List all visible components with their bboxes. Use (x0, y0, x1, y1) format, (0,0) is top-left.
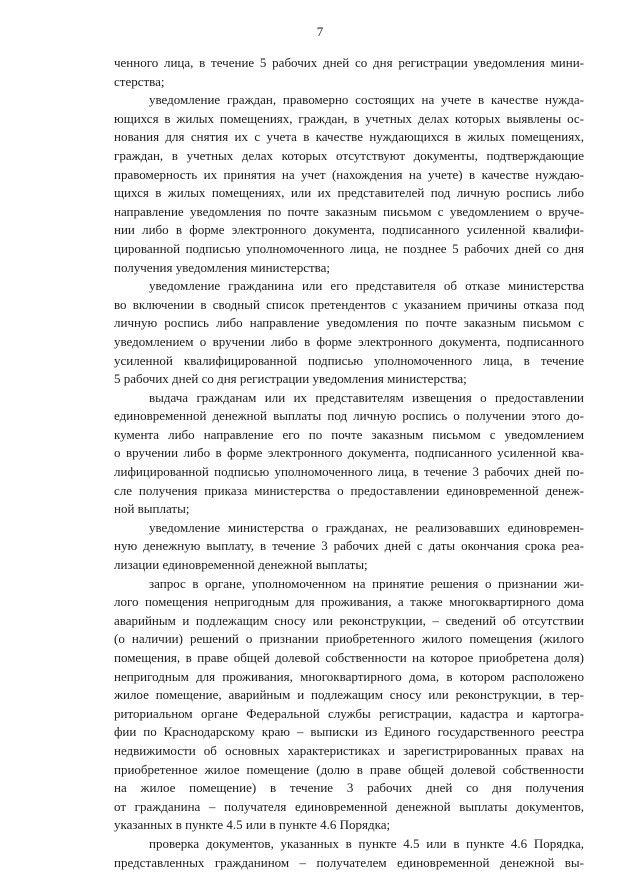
text-line: лого помещения непригодным для проживания, а также многоквартирного дома (114, 594, 584, 610)
page-number: 7 (316, 24, 324, 39)
text-line: усиленной квалифицированной подписью уполномоченного лица, в течение (114, 352, 584, 368)
text-line: личную роспись либо направление уведомления по почте заказным письмом с (114, 315, 584, 331)
text-line: ченного лица, в течение 5 рабочих дней со дня регистрации уведомления мини- (114, 55, 584, 70)
text-line: цированной подписью уполномоченного лица, не позднее 5 рабочих дней со дня (114, 240, 584, 256)
text-line: приобретенное жилое помещение (долю в праве общей долевой собственности (114, 761, 584, 777)
text-line: уведомление министерства о гражданах, не реализовавших единовремен- (149, 519, 584, 535)
text-line: проверка документов, указанных в пункте 4.5 или в пункте 4.6 Порядка, (149, 835, 584, 851)
text-line: нии либо в форме электронного документа, подписанного усиленной квалифи- (114, 222, 584, 238)
text-line: направление уведомления по почте заказным письмом с уведомлением о вруче- (114, 203, 584, 219)
text-line: недвижимости об основных характеристиках и зарегистрированных правах на (114, 742, 584, 758)
text-line: помещения, в праве общей долевой собственности на которое приобретена доля) (114, 650, 584, 665)
text-line: лизации единовременной денежной выплаты; (114, 557, 368, 573)
text-line: сле получения приказа министерства о предоставлении единовременной денеж- (114, 482, 584, 498)
text-line: ной выплаты; (114, 501, 190, 517)
text-line: получения уведомления министерства; (114, 259, 330, 275)
text-line: ную денежную выплату, в течение 3 рабочих дней с даты окончания срока реа- (114, 538, 584, 554)
text-line: ющихся в жилых помещениях, граждан, в учетных делах которых выявлены ос- (114, 110, 584, 126)
text-line: во включении в сводный список претендентов с указанием причины отказа под (114, 296, 584, 312)
text-line: аварийным и подлежащим сносу или реконструкции, – сведений об отсутствии (114, 612, 584, 628)
text-line: единовременной денежной выплаты под личную роспись о получении этого до- (114, 408, 584, 424)
text-line: (о наличии) решений о признании приобретенного жилого помещения (жилого (114, 631, 584, 647)
text-line: запрос в органе, уполномоченном на принятие решения о признании жи- (149, 575, 584, 591)
text-line: риториальном органе Федеральной службы регистрации, кадастра и картогра- (114, 705, 584, 721)
text-line: правомерность их принятия на учет (нахождения на учете) в качестве нуждаю- (114, 166, 584, 182)
text-line: от гражданина – получателя единовременной денежной выплаты документов, (114, 798, 584, 814)
text-line: 5 рабочих дней со дня регистрации уведомления министерства; (114, 371, 467, 387)
body-text (114, 54, 584, 872)
text-line: указанных в пункте 4.5 или в пункте 4.6 Порядка; (114, 817, 391, 833)
text-line: кумента либо направление его по почте заказным письмом с уведомлением (114, 426, 584, 442)
text-line: щихся в жилых помещениях, или их представителей под личную роспись либо (114, 185, 584, 201)
text-line: о вручении либо в форме электронного документа, подписанного усиленной ква- (114, 445, 584, 461)
text-line: непригодным для проживания, многоквартирного дома, в котором расположено (114, 668, 584, 684)
text-line: фии по Краснодарскому краю – выписки из Единого государственного реестра (114, 724, 584, 740)
text-line: уведомление граждан, правомерно состоящих на учете в качестве нужда- (149, 92, 584, 108)
text-line: уведомлением о вручении либо в форме электронного документа, подписанного (114, 333, 584, 349)
text-line: лифицированной подписью уполномоченного лица, в течение 3 рабочих дней по- (114, 464, 584, 480)
text-line: стерства; (114, 73, 165, 89)
text-line: представленных гражданином – получателем единовременной денежной вы- (114, 854, 584, 870)
text-line: нования для снятия их с учета в качестве нуждающихся в жилых помещениях, (114, 129, 584, 145)
text-line: граждан, в учетных делах которых отсутствуют документы, подтверждающие (114, 147, 584, 163)
text-line: жилое помещение, аварийным и подлежащим сносу или реконструкции, в тер- (114, 687, 584, 703)
text-line: на жилое помещение) в течение 3 рабочих дней со дня получения (114, 780, 584, 796)
text-line: выдача гражданам или их представителям извещения о предоставлении (149, 389, 584, 405)
text-line: уведомление гражданина или его представителя об отказе министерства (149, 278, 584, 294)
